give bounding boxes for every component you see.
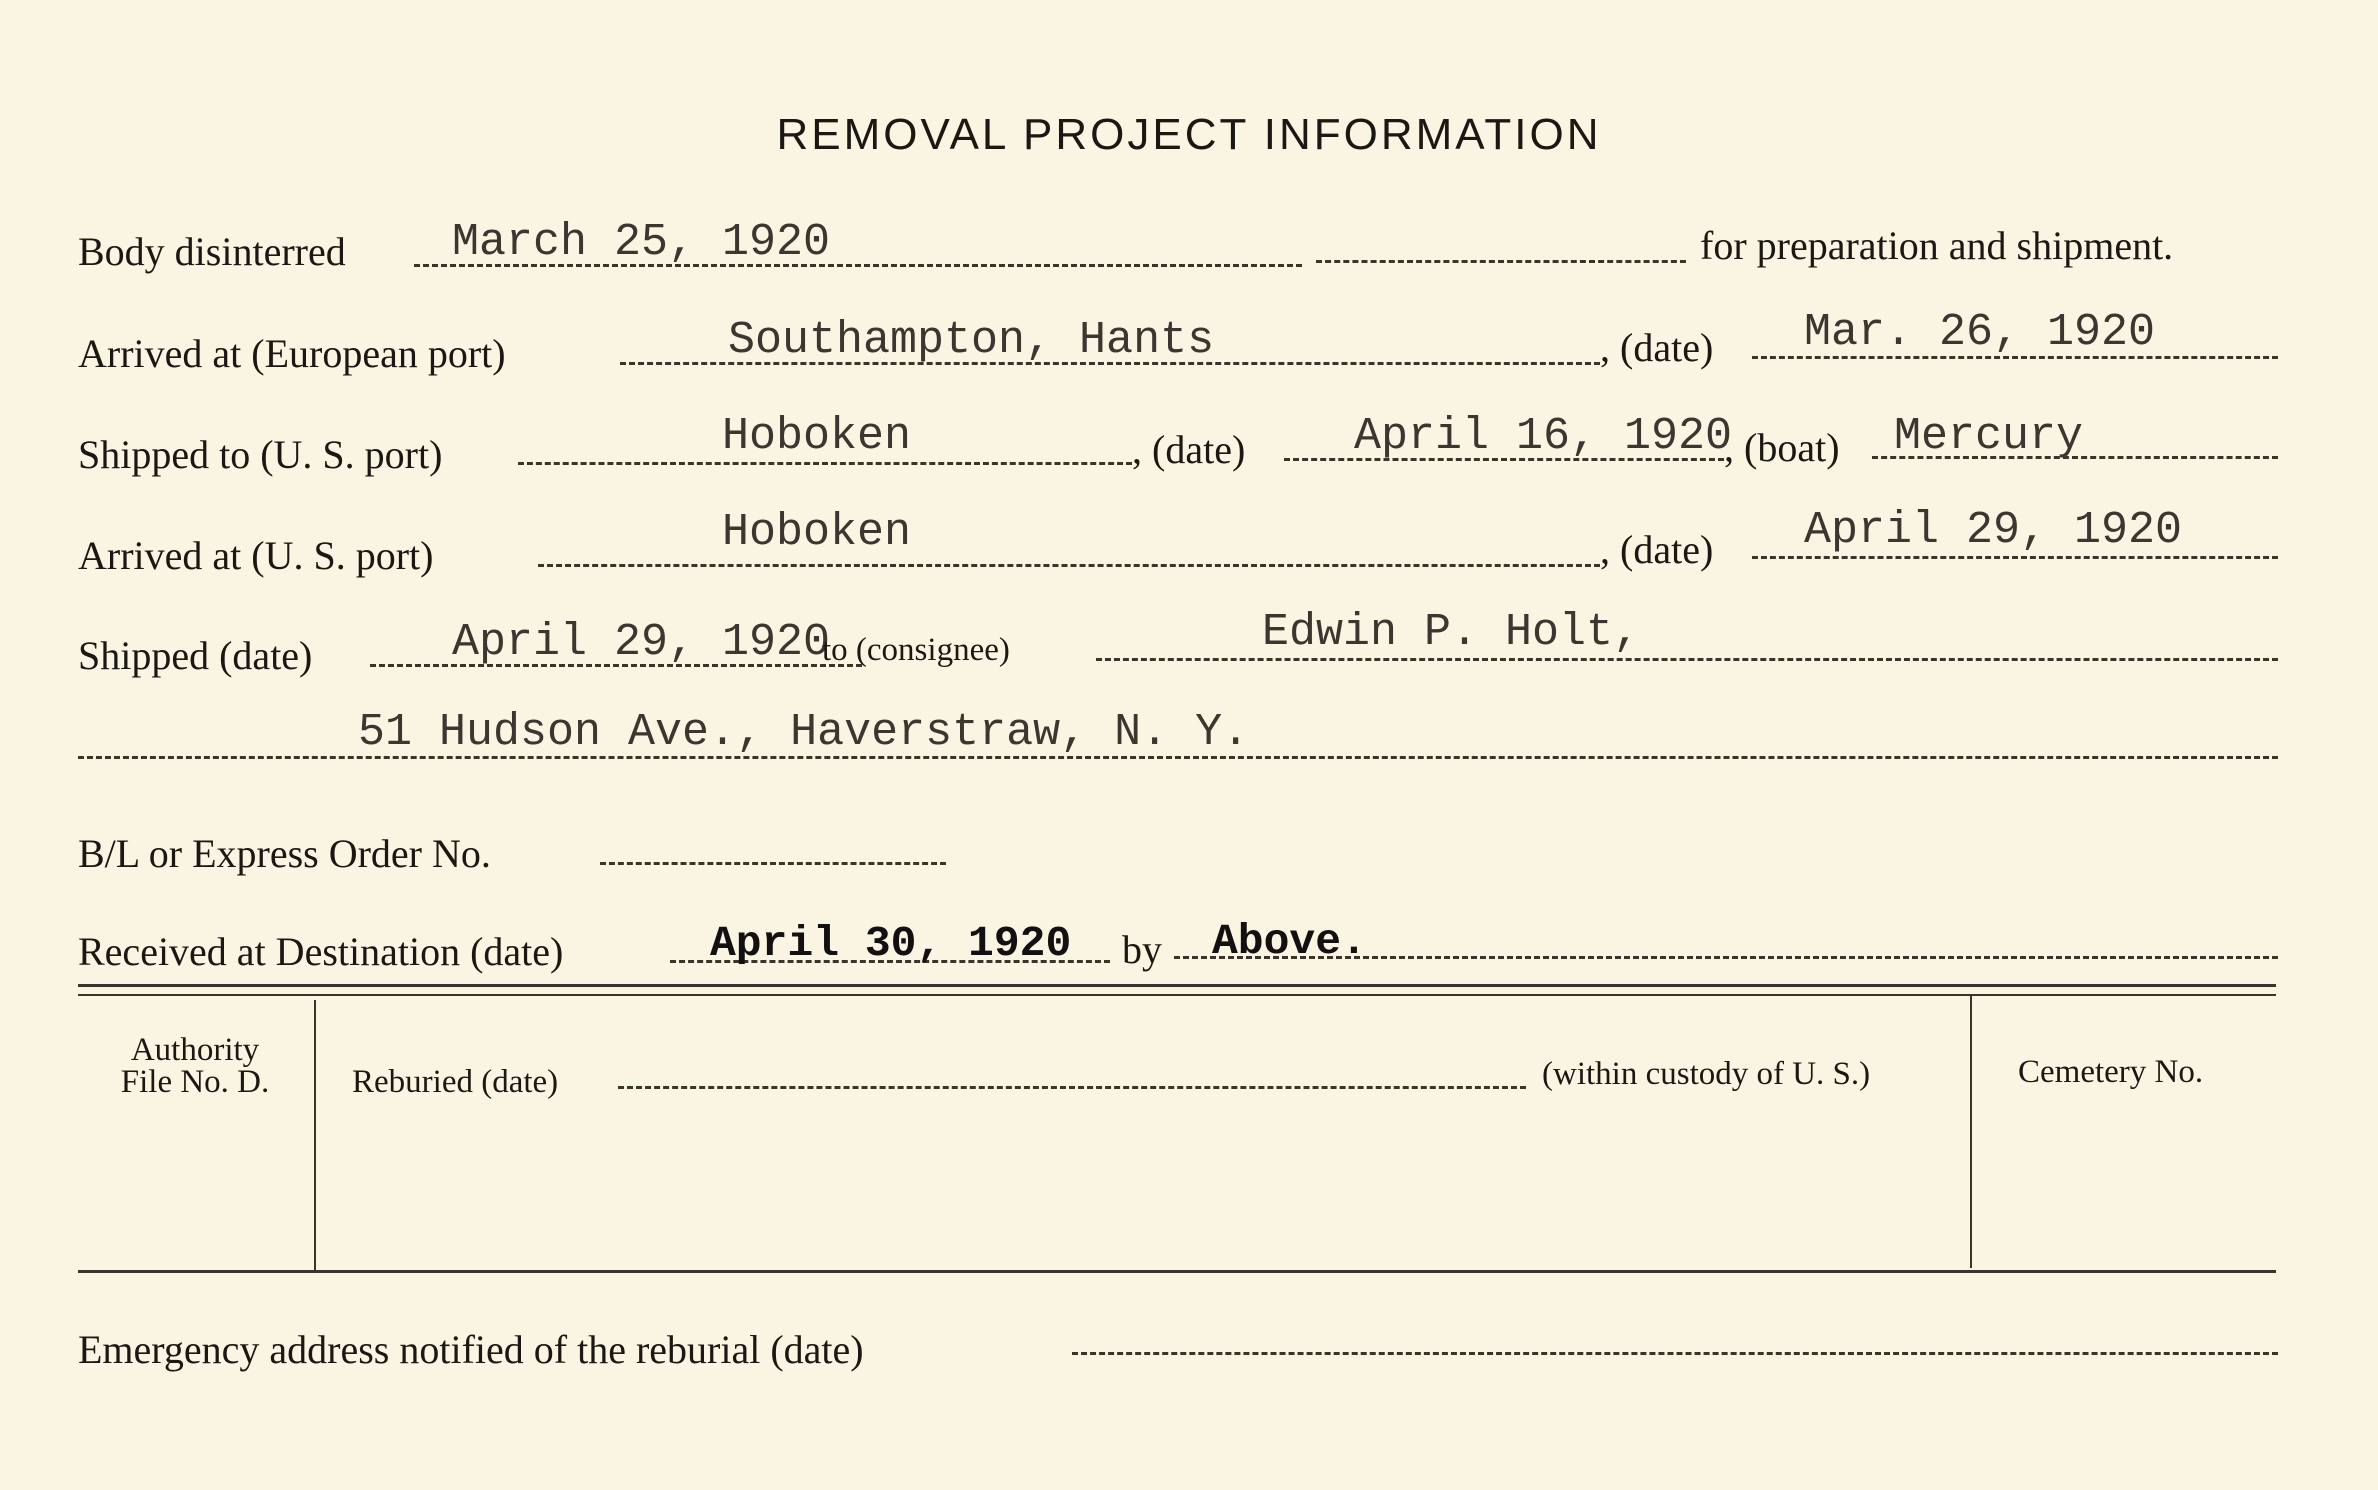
address-value: 51 Hudson Ave., Haverstraw, N. Y.: [358, 707, 1250, 758]
box-divider-left: [314, 1000, 316, 1272]
shipped-port-value: Hoboken: [722, 411, 912, 462]
disinterred-extra-line: [1316, 260, 1686, 263]
label-shipped-date-2: Shipped (date): [78, 633, 313, 678]
label-boat: , (boat): [1724, 425, 1840, 470]
label-received-destination: Received at Destination (date): [78, 929, 564, 974]
shipped-date2-value: April 29, 1920: [452, 617, 831, 668]
european-port-value: Southampton, Hants: [728, 315, 1215, 366]
arrived-date-line: [1752, 556, 2278, 559]
label-cemetery-no: Cemetery No.: [2018, 1054, 2204, 1090]
label-shipped-to-us-port: Shipped to (U. S. port): [78, 432, 443, 477]
shipped-date-value: April 16, 1920: [1354, 411, 1733, 462]
label-within-custody: (within custody of U. S.): [1542, 1056, 1871, 1092]
label-reburied-date: Reburied (date): [352, 1064, 559, 1100]
disinterred-date-value: March 25, 1920: [452, 217, 831, 268]
arrived-date-value: April 29, 1920: [1804, 505, 2183, 556]
shipped-port-line: [518, 462, 1132, 465]
label-for-preparation: for preparation and shipment.: [1700, 223, 2174, 268]
consignee-line: [1096, 658, 2278, 661]
label-by: by: [1122, 927, 1162, 972]
arrived-port-value: Hoboken: [722, 507, 912, 558]
label-body-disinterred: Body disinterred: [78, 229, 346, 274]
label-to-consignee: to (consignee): [822, 632, 1010, 668]
arrived-port-line: [538, 564, 1600, 567]
european-date-value: Mar. 26, 1920: [1804, 307, 2156, 358]
label-emergency-address: Emergency address notified of the reburial (date): [78, 1327, 864, 1372]
box-bottom-rule: [78, 1270, 2276, 1273]
label-bl-express-order: B/L or Express Order No.: [78, 831, 491, 876]
boat-value: Mercury: [1894, 411, 2084, 462]
card-title: REMOVAL PROJECT INFORMATION: [776, 110, 1602, 159]
received-by-value: Above.: [1212, 917, 1367, 966]
label-arrived-date: , (date): [1600, 527, 1714, 572]
bl-order-line: [600, 862, 946, 865]
box-divider-right: [1970, 996, 1972, 1268]
double-rule-bottom: [78, 994, 2276, 996]
consignee-value: Edwin P. Holt,: [1262, 607, 1641, 658]
label-authority: Authority: [130, 1032, 260, 1068]
label-file-no: File No. D.: [120, 1064, 270, 1100]
label-european-date: , (date): [1600, 325, 1714, 370]
reburied-date-line: [618, 1086, 1526, 1089]
received-date-value: April 30, 1920: [710, 919, 1072, 968]
label-arrived-us-port: Arrived at (U. S. port): [78, 533, 434, 578]
label-arrived-european-port: Arrived at (European port): [78, 331, 506, 376]
double-rule-top: [78, 984, 2276, 987]
emergency-date-line: [1072, 1352, 2278, 1355]
label-shipped-date: , (date): [1132, 427, 1246, 472]
